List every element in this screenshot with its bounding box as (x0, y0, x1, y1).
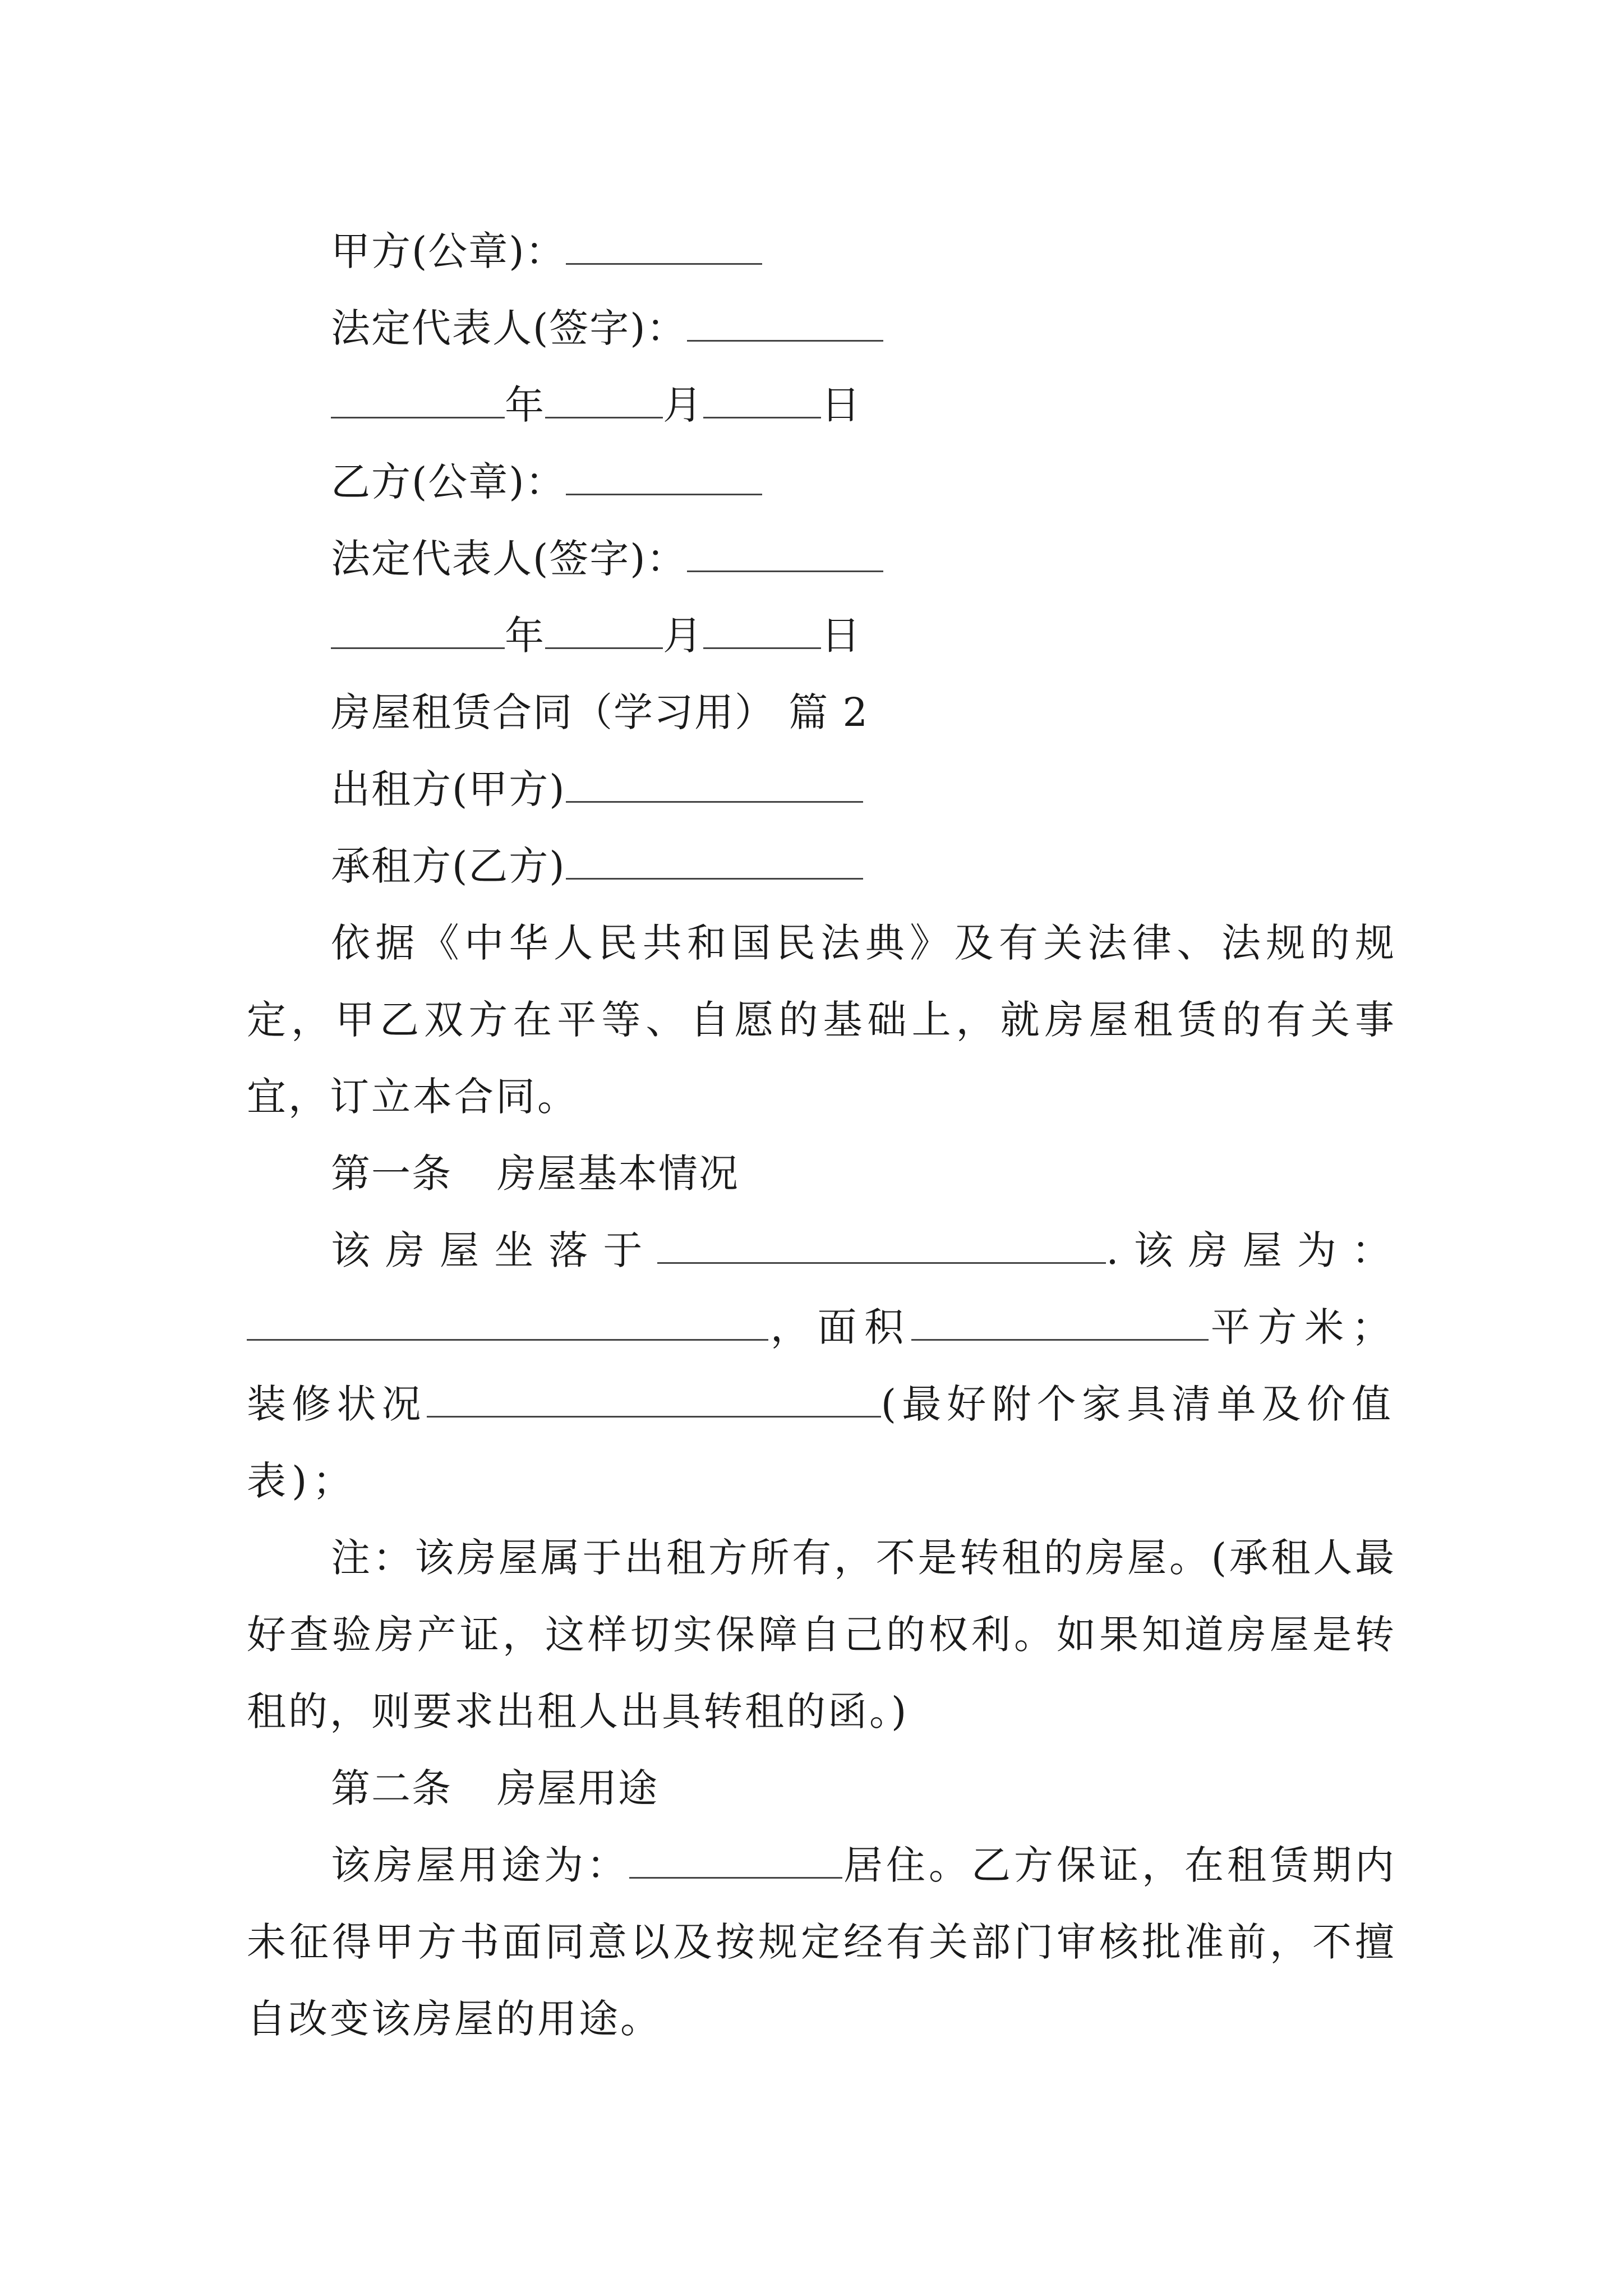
date-line-b (247, 597, 1396, 674)
house-type-blank (247, 1305, 768, 1341)
legal-rep-a-label: 法定代表人(签字)： (331, 305, 687, 351)
party-a-seal-label: 甲方(公章)： (331, 228, 566, 274)
article-1-title: 房屋基本情况 (497, 1151, 739, 1197)
month-label: 月 (663, 613, 703, 659)
article-1-number: 第一条 (331, 1151, 452, 1197)
party-b-seal-blank (566, 460, 762, 495)
legal-rep-a-blank (687, 306, 883, 342)
location-blank (657, 1228, 1106, 1264)
section-title: 房屋租赁合同（学习用） 篇 2 (331, 689, 869, 735)
decoration-note: (最好附个家具清单及价值表)； (247, 1381, 1396, 1504)
use-suffix: 居住。乙方保证，在租赁期内未征得甲方书面同意以及按规定经有关部门审核批准前，不擅自改变该房屋的用途。 (247, 1842, 1396, 2042)
area-blank (911, 1305, 1209, 1341)
article-2-title: 房屋用途 (497, 1765, 658, 1811)
legal-rep-b-line (247, 521, 1396, 597)
decoration-label: 装修状况 (247, 1381, 427, 1427)
month-blank (545, 614, 663, 649)
article-2-heading (247, 1750, 1396, 1827)
document-body (247, 213, 1396, 2058)
located-at-label: 该房屋坐落于 (331, 1227, 658, 1273)
decoration-blank (427, 1382, 881, 1418)
house-is-label: .该房屋为： (1106, 1227, 1396, 1273)
legal-rep-b-blank (687, 537, 883, 572)
lessee-line (247, 828, 1396, 905)
month-label: 月 (663, 382, 703, 428)
legal-rep-b-label: 法定代表人(签字)： (331, 536, 687, 582)
day-label: 日 (821, 382, 861, 428)
article-1-location-paragraph (247, 1212, 1396, 1520)
lessee-label: 承租方(乙方) (331, 843, 566, 889)
article-1-note: 注：该房屋属于出租方所有，不是转租的房屋。(承租人最好查验房产证，这样切实保障自己的权利。如果知道房屋是转租的，则要求出租人出具转租的函。) (247, 1535, 1396, 1734)
month-blank (545, 383, 663, 418)
legal-rep-a-line (247, 290, 1396, 367)
article-2-paragraph (247, 1827, 1396, 2058)
lessor-label: 出租方(甲方) (331, 766, 566, 812)
day-blank (703, 383, 821, 418)
lessee-blank (566, 844, 863, 880)
party-a-seal-blank (566, 229, 762, 265)
date-line-a (247, 367, 1396, 444)
party-b-seal-label: 乙方(公章)： (331, 459, 566, 505)
day-label: 日 (821, 613, 861, 659)
lessor-line (247, 751, 1396, 828)
article-2-number: 第二条 (331, 1765, 452, 1811)
year-blank (331, 383, 505, 418)
year-label: 年 (505, 613, 545, 659)
year-blank (331, 614, 505, 649)
party-b-seal-line (247, 444, 1396, 521)
area-label: ，面积 (768, 1304, 911, 1350)
article-1-heading (247, 1135, 1396, 1212)
use-blank (629, 1843, 842, 1879)
lessor-blank (566, 767, 863, 803)
intro-paragraph: 依据《中华人民共和国民法典》及有关法律、法规的规定，甲乙双方在平等、自愿的基础上，就房屋租赁的有关事宜，订立本合同。 (247, 920, 1396, 1120)
sqm-label: 平方米； (1209, 1304, 1396, 1350)
year-label: 年 (505, 382, 545, 428)
day-blank (703, 614, 821, 649)
party-a-seal-line (247, 213, 1396, 290)
use-prefix: 该房屋用途为： (331, 1842, 629, 1888)
